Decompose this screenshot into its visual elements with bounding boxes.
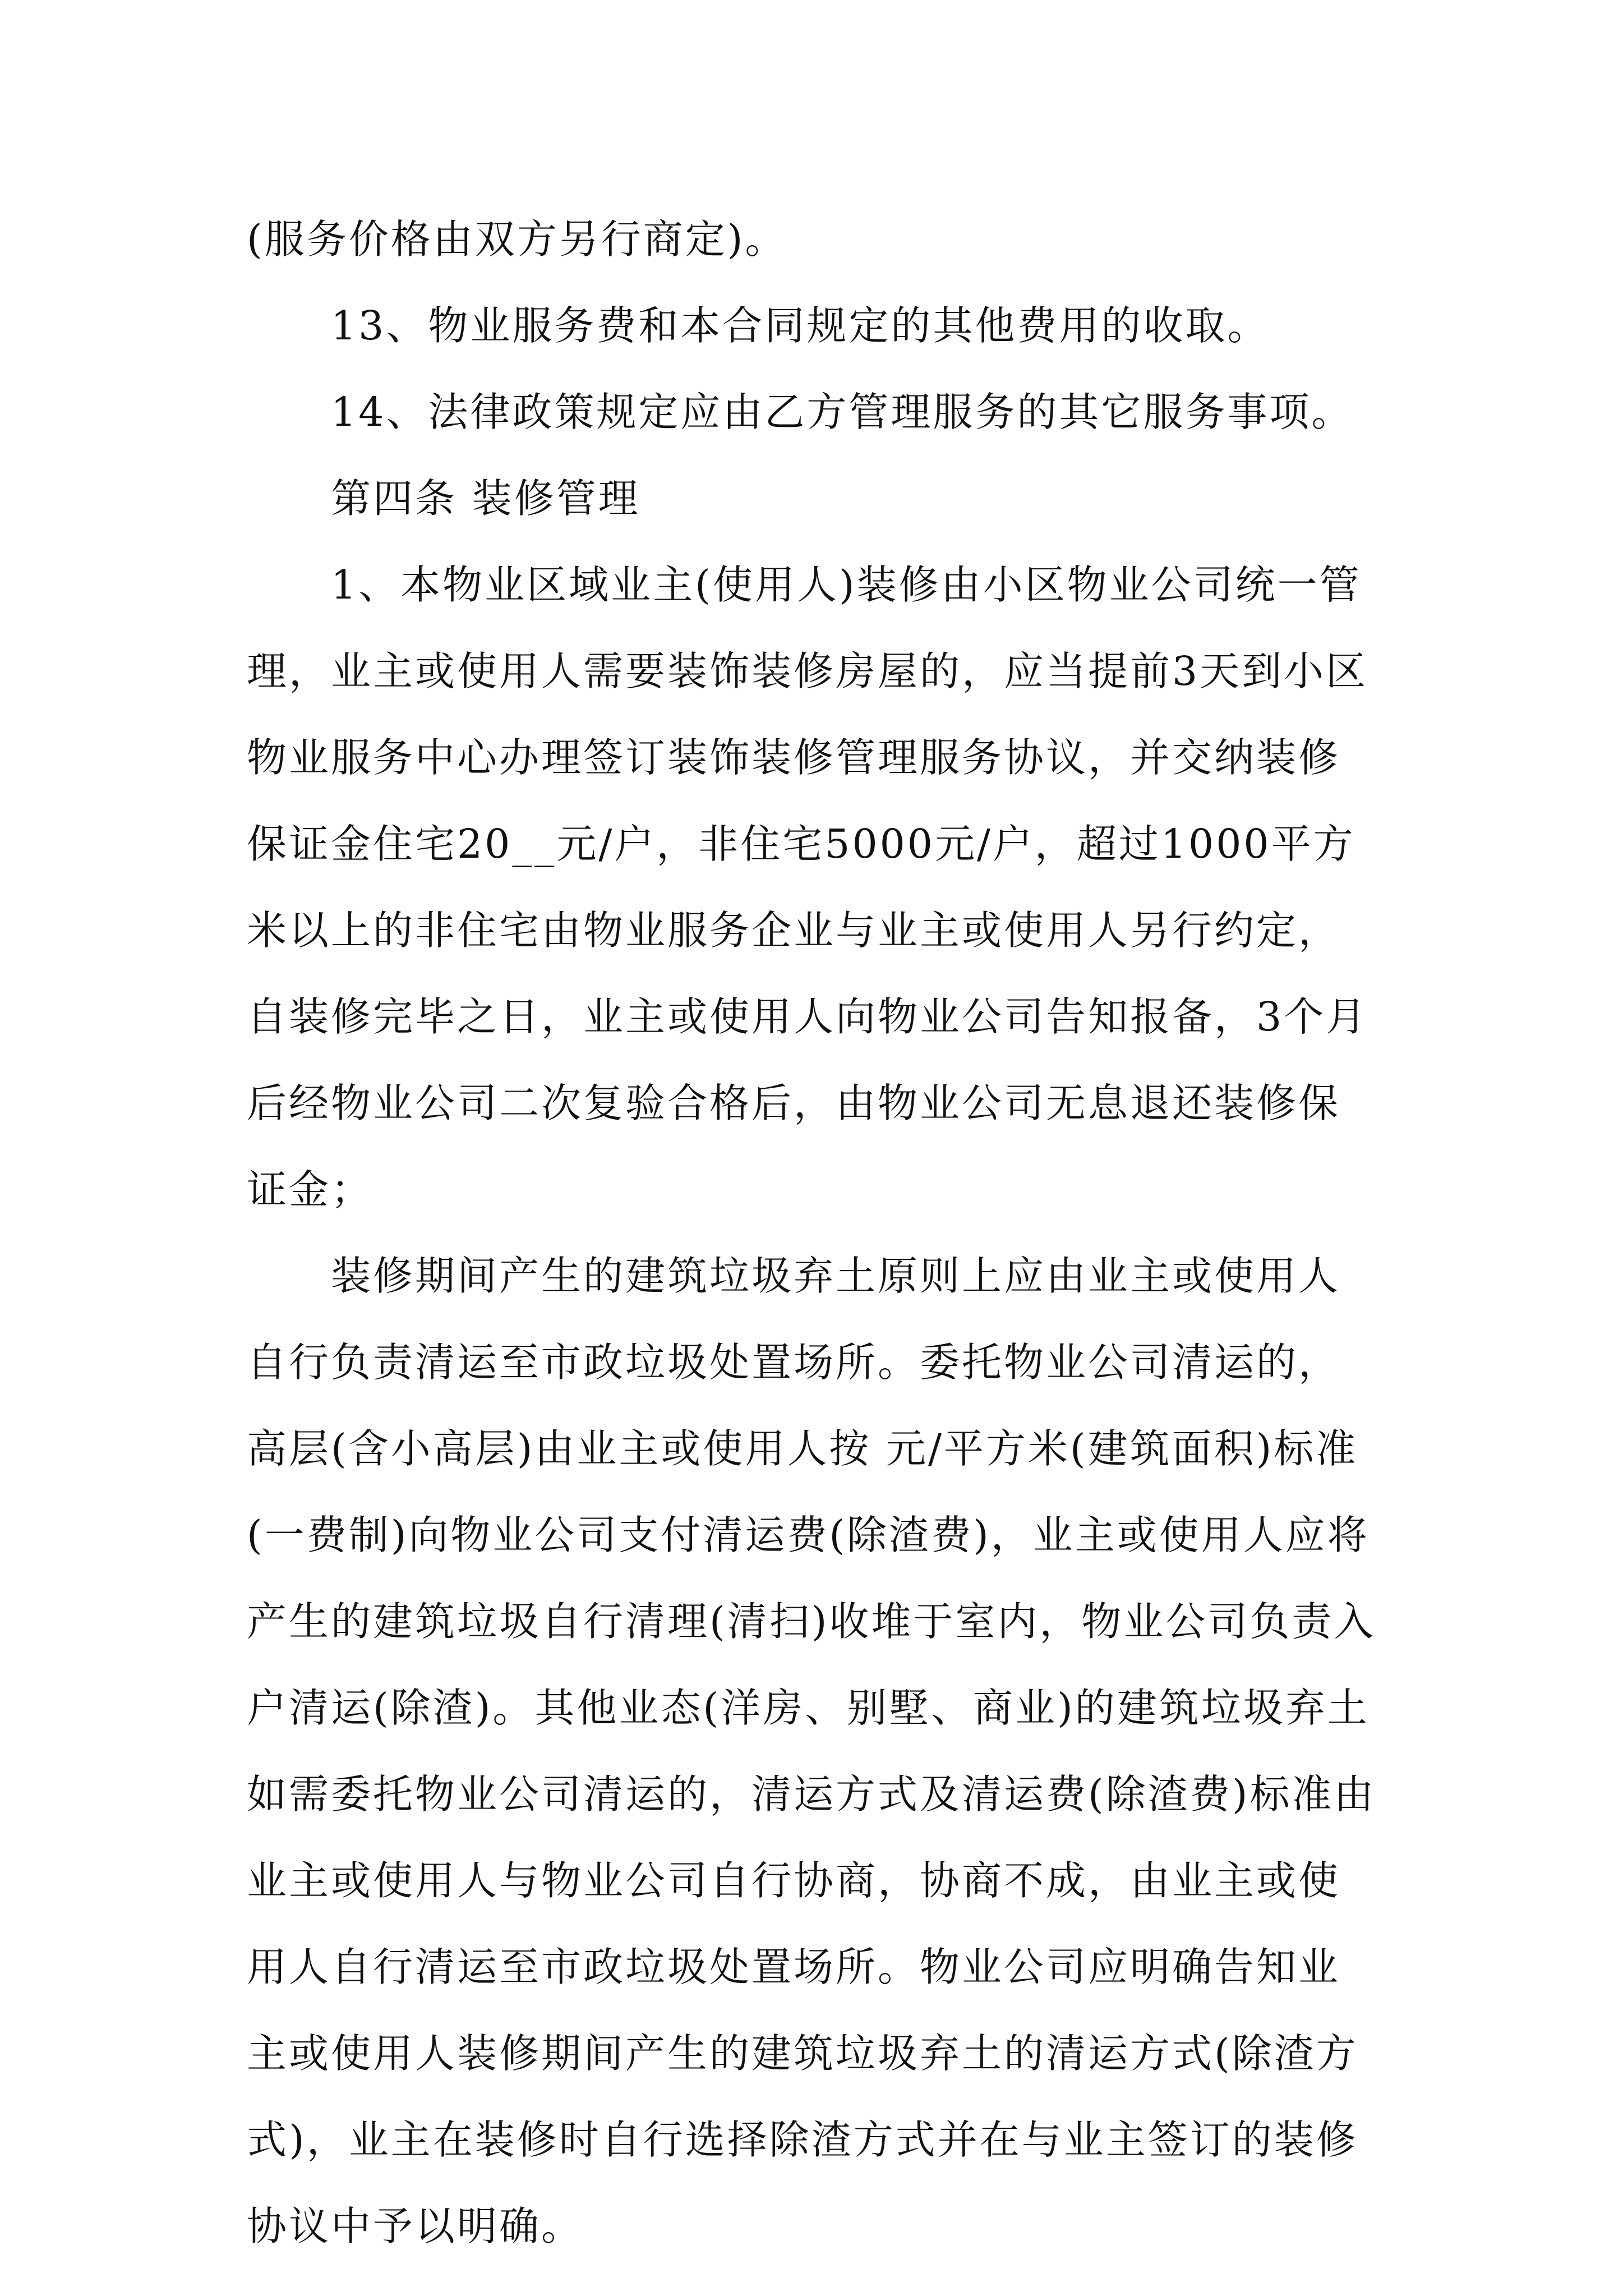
paragraph-item-13: 13、物业服务费和本合同规定的其他费用的收取。 (331, 302, 1270, 349)
paragraph-service-price-note: (服务价格由双方另行商定)。 (247, 216, 787, 263)
paragraph-item-14: 14、法律政策规定应由乙方管理服务的其它服务事项。 (331, 389, 1354, 435)
section-heading-article-4: 第四条 装修管理 (331, 475, 640, 522)
paragraph-renovation-deposit: 1、本物业区域业主(使用人)装修由小区物业公司统一管理，业主或使用人需要装饰装修房屋的，应当提前3天到小区物业服务中心办理签订装饰装修管理服务协议，并交纳装修保证金住宅20__元/户，非住宅5000元/户，超过1000平方米以上的非住宅由物业服务企业与业主或使用人另行约定，自装修完毕之日，业主或使用人向物业公司告知报备，3个月后经物业公司二次复验合格后，由物业公司无息退还装修保证金； (247, 562, 1368, 1213)
document-body (247, 196, 1380, 2270)
paragraph-construction-waste: 装修期间产生的建筑垃圾弃土原则上应由业主或使用人自行负责清运至市政垃圾处置场所。委托物业公司清运的，高层(含小高层)由业主或使用人按 元/平方米(建筑面积)标准(一费制)向物业公司支付清运费(除渣费)，业主或使用人应将产生的建筑垃圾自行清理(清扫)收堆于室内，物业公司负责入户清运(除渣)。其他业态(洋房、别墅、商业)的建筑垃圾弃土如需委托物业公司清运的，清运方式及清运费(除渣费)标准由业主或使用人与物业公司自行协商，协商不成，由业主或使用人自行清运至市政垃圾处置场所。物业公司应明确告知业主或使用人装修期间产生的建筑垃圾弃土的清运方式(除渣方式)，业主在装修时自行选择除渣方式并在与业主签订的装修协议中予以明确。 (247, 1253, 1376, 2249)
